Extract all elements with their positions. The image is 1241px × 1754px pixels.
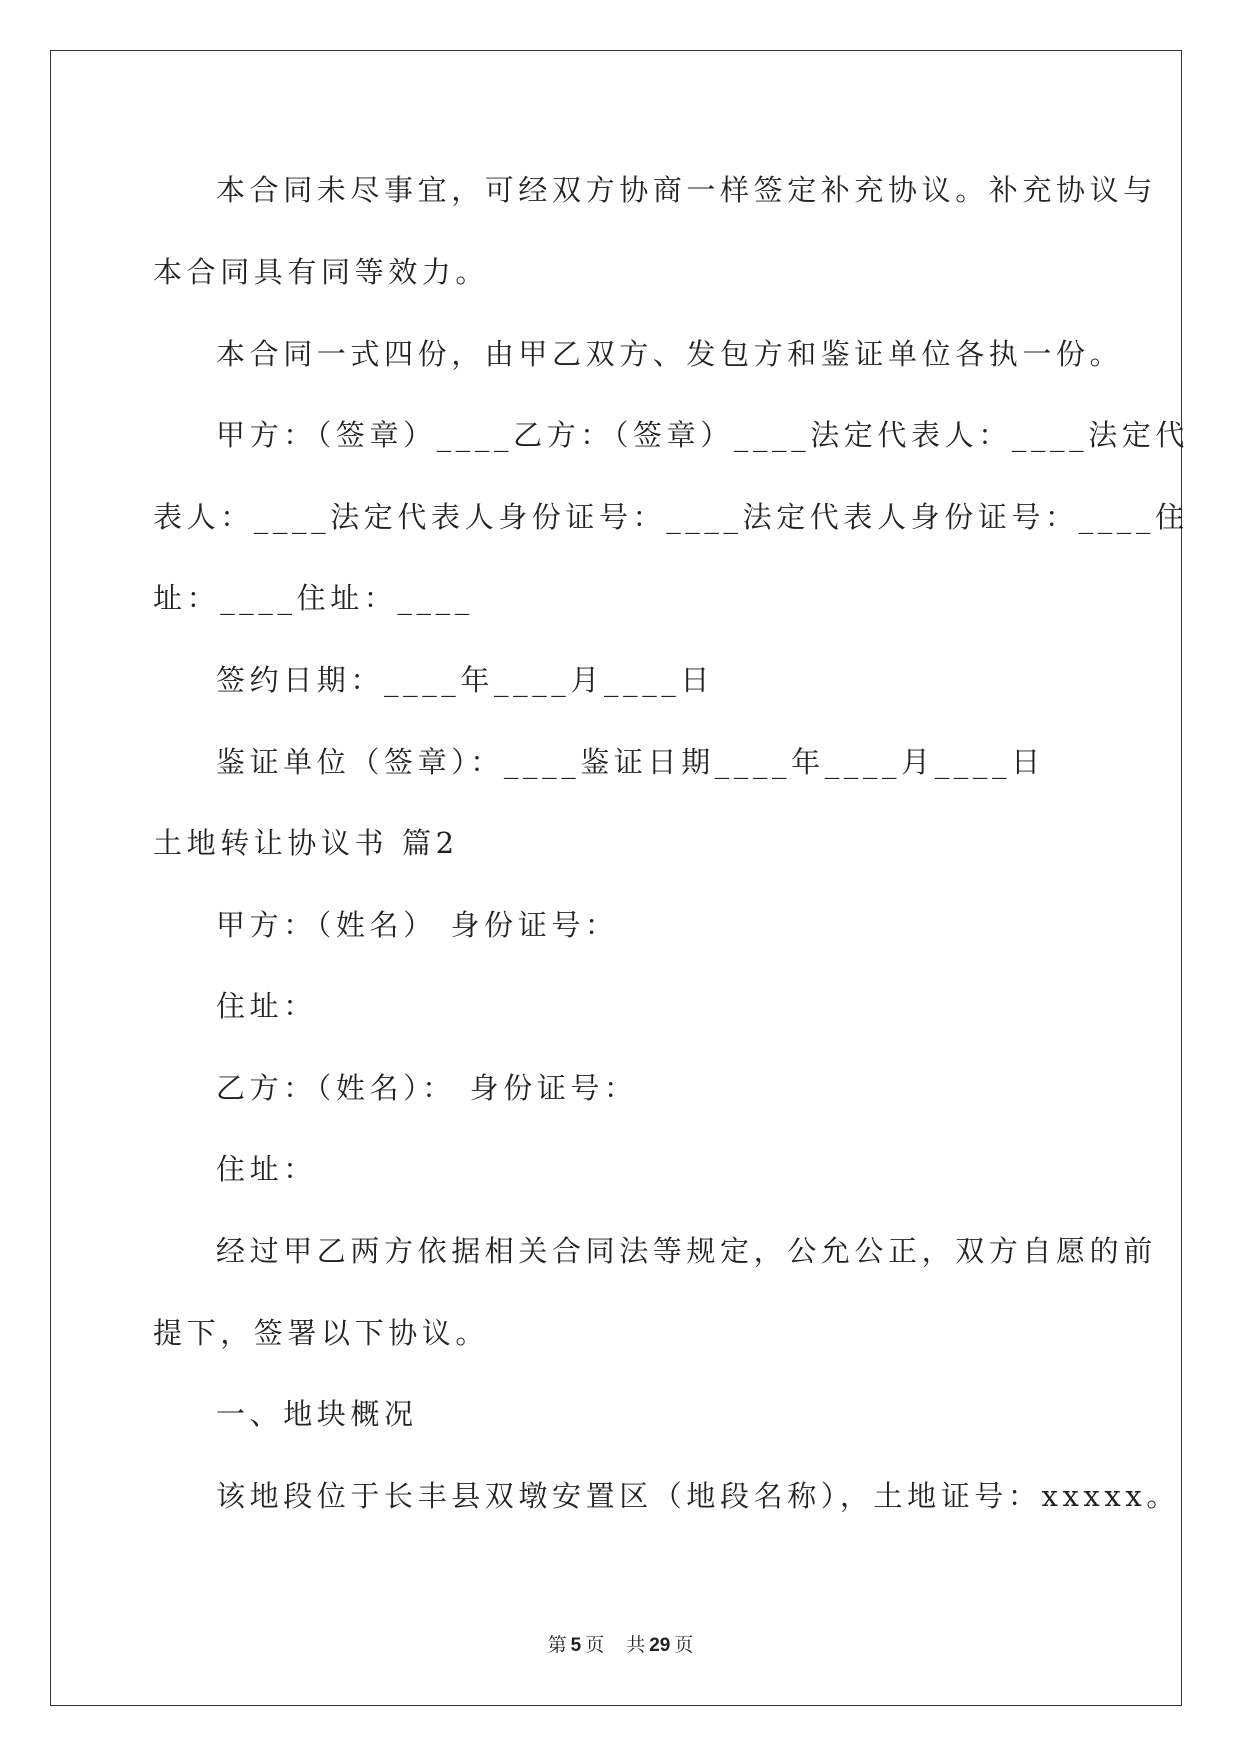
- total-page-count: 29: [649, 1635, 671, 1656]
- footer-page-suffix: 页: [585, 1635, 605, 1656]
- current-page-number: 5: [570, 1635, 582, 1656]
- page-border: [50, 50, 1182, 1706]
- paragraph-line: 乙方：（姓名）： 身份证号：: [216, 1071, 638, 1105]
- footer-total-prefix: 共: [626, 1635, 646, 1656]
- paragraph-line: 住址：: [216, 1152, 317, 1186]
- footer-total-suffix: 页: [674, 1635, 694, 1656]
- paragraph-line: 甲方：（姓名） 身份证号：: [216, 908, 619, 942]
- paragraph-line: 表人：____法定代表人身份证号：____法定代表人身份证号：____住: [153, 500, 1189, 534]
- paragraph-line: 该地段位于长丰县双墩安置区（地段名称），土地证号：xxxxx。: [216, 1479, 1180, 1513]
- paragraph-line: 址：____住址：____: [153, 581, 474, 615]
- paragraph-line: 甲方：（签章）____乙方：（签章）____法定代表人：____法定代: [216, 418, 1190, 452]
- paragraph-line: 鉴证单位（签章）：____鉴证日期____年____月____日: [216, 745, 1045, 779]
- paragraph-line: 住址：: [216, 989, 317, 1023]
- paragraph-line: 本合同未尽事宜，可经双方协商一样签定补充协议。补充协议与: [216, 173, 1157, 207]
- section-heading: 土地转让协议书 篇2: [153, 826, 459, 860]
- page-footer: [0, 1630, 1241, 1657]
- paragraph-line: 本合同一式四份，由甲乙双方、发包方和鉴证单位各执一份。: [216, 337, 1124, 371]
- paragraph-line: 提下，签署以下协议。: [153, 1316, 490, 1350]
- footer-prefix: 第: [547, 1635, 567, 1656]
- subsection-heading: 一、地块概况: [216, 1397, 418, 1431]
- paragraph-line: 经过甲乙两方依据相关合同法等规定，公允公正，双方自愿的前: [216, 1234, 1157, 1268]
- paragraph-line: 签约日期：____年____月____日: [216, 663, 715, 697]
- paragraph-line: 本合同具有同等效力。: [153, 255, 490, 289]
